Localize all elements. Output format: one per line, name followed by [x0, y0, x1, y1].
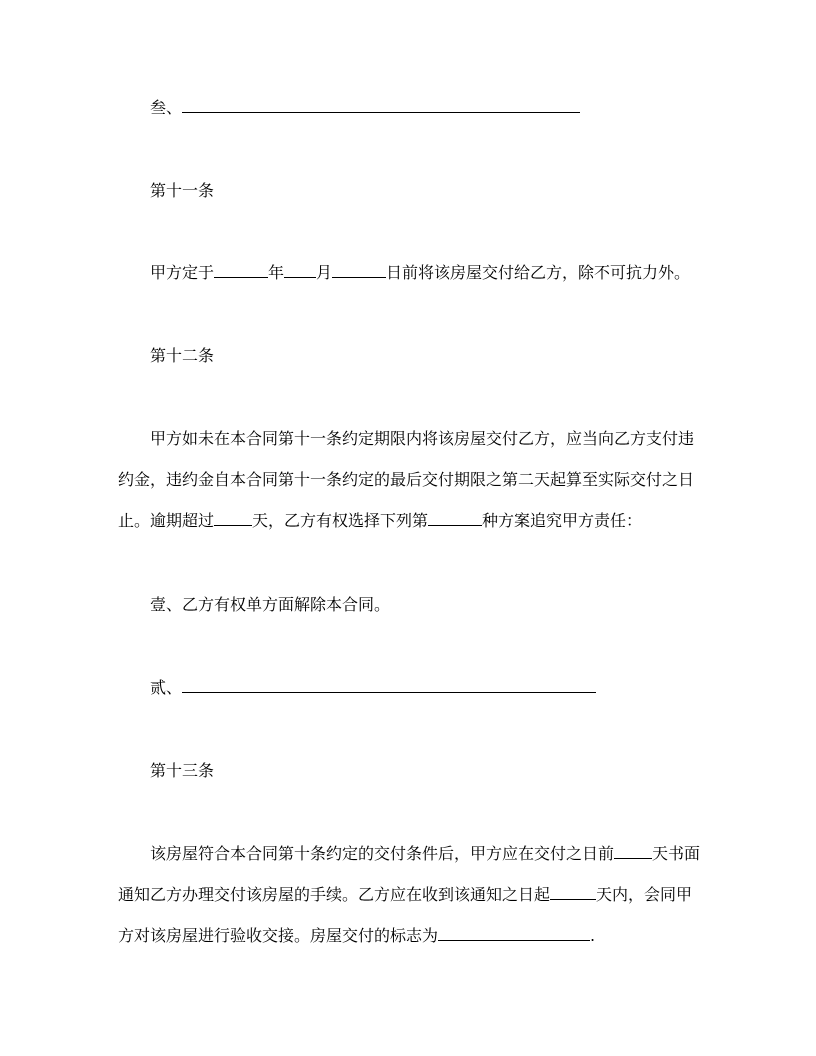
article-11-paragraph [150, 262, 690, 284]
text-segment: 通知乙方办理交付该房屋的手续。乙方应在收到该通知之日起 [118, 885, 551, 904]
article-13-line-3 [118, 925, 595, 947]
article-13-line-1 [150, 843, 700, 865]
blank-month-field[interactable] [284, 262, 316, 278]
clause-san [150, 97, 580, 119]
article-12-line-3 [118, 510, 642, 532]
blank-field[interactable] [182, 677, 596, 693]
text-segment: . [590, 926, 596, 945]
blank-days-field[interactable] [614, 843, 652, 859]
article-12-line-2: 约金，违约金自本合同第十一条约定的最后交付期限之第二天起算至实际交付之日 [118, 470, 695, 489]
text-segment: 天，乙方有权选择下列第 [252, 511, 429, 530]
text-segment: 甲方定于 [150, 263, 215, 282]
blank-day-field[interactable] [332, 262, 386, 278]
text-segment: 止。逾期超过 [118, 511, 215, 530]
option-2-label: 贰、 [150, 678, 183, 697]
text-segment: 该房屋符合本合同第十条约定的交付条件后，甲方应在交付之日前 [150, 844, 615, 863]
text-segment: 天内，会同甲 [596, 885, 693, 904]
text-segment: 年 [268, 263, 285, 282]
article-13-heading: 第十三条 [150, 761, 215, 780]
blank-handover-sign-field[interactable] [438, 925, 590, 941]
text-segment: 月 [316, 263, 333, 282]
blank-option-field[interactable] [428, 510, 482, 526]
text-segment: 种方案追究甲方责任： [482, 511, 643, 530]
clause-san-label: 叁、 [150, 98, 183, 117]
article-12-heading: 第十二条 [150, 346, 215, 365]
blank-field[interactable] [182, 97, 580, 113]
article-12-line-1: 甲方如未在本合同第十一条约定期限内将该房屋交付乙方，应当向乙方支付违 [150, 429, 695, 448]
article-13-line-2 [118, 884, 692, 906]
blank-year-field[interactable] [214, 262, 268, 278]
text-segment: 天书面 [652, 844, 701, 863]
option-2 [150, 677, 596, 699]
blank-days-field[interactable] [214, 510, 252, 526]
blank-days-field[interactable] [550, 884, 596, 900]
text-segment: 日前将该房屋交付给乙方，除不可抗力外。 [386, 263, 691, 282]
option-1: 壹、乙方有权单方面解除本合同。 [150, 595, 391, 614]
article-11-heading: 第十一条 [150, 181, 215, 200]
text-segment: 方对该房屋进行验收交接。房屋交付的标志为 [118, 926, 439, 945]
